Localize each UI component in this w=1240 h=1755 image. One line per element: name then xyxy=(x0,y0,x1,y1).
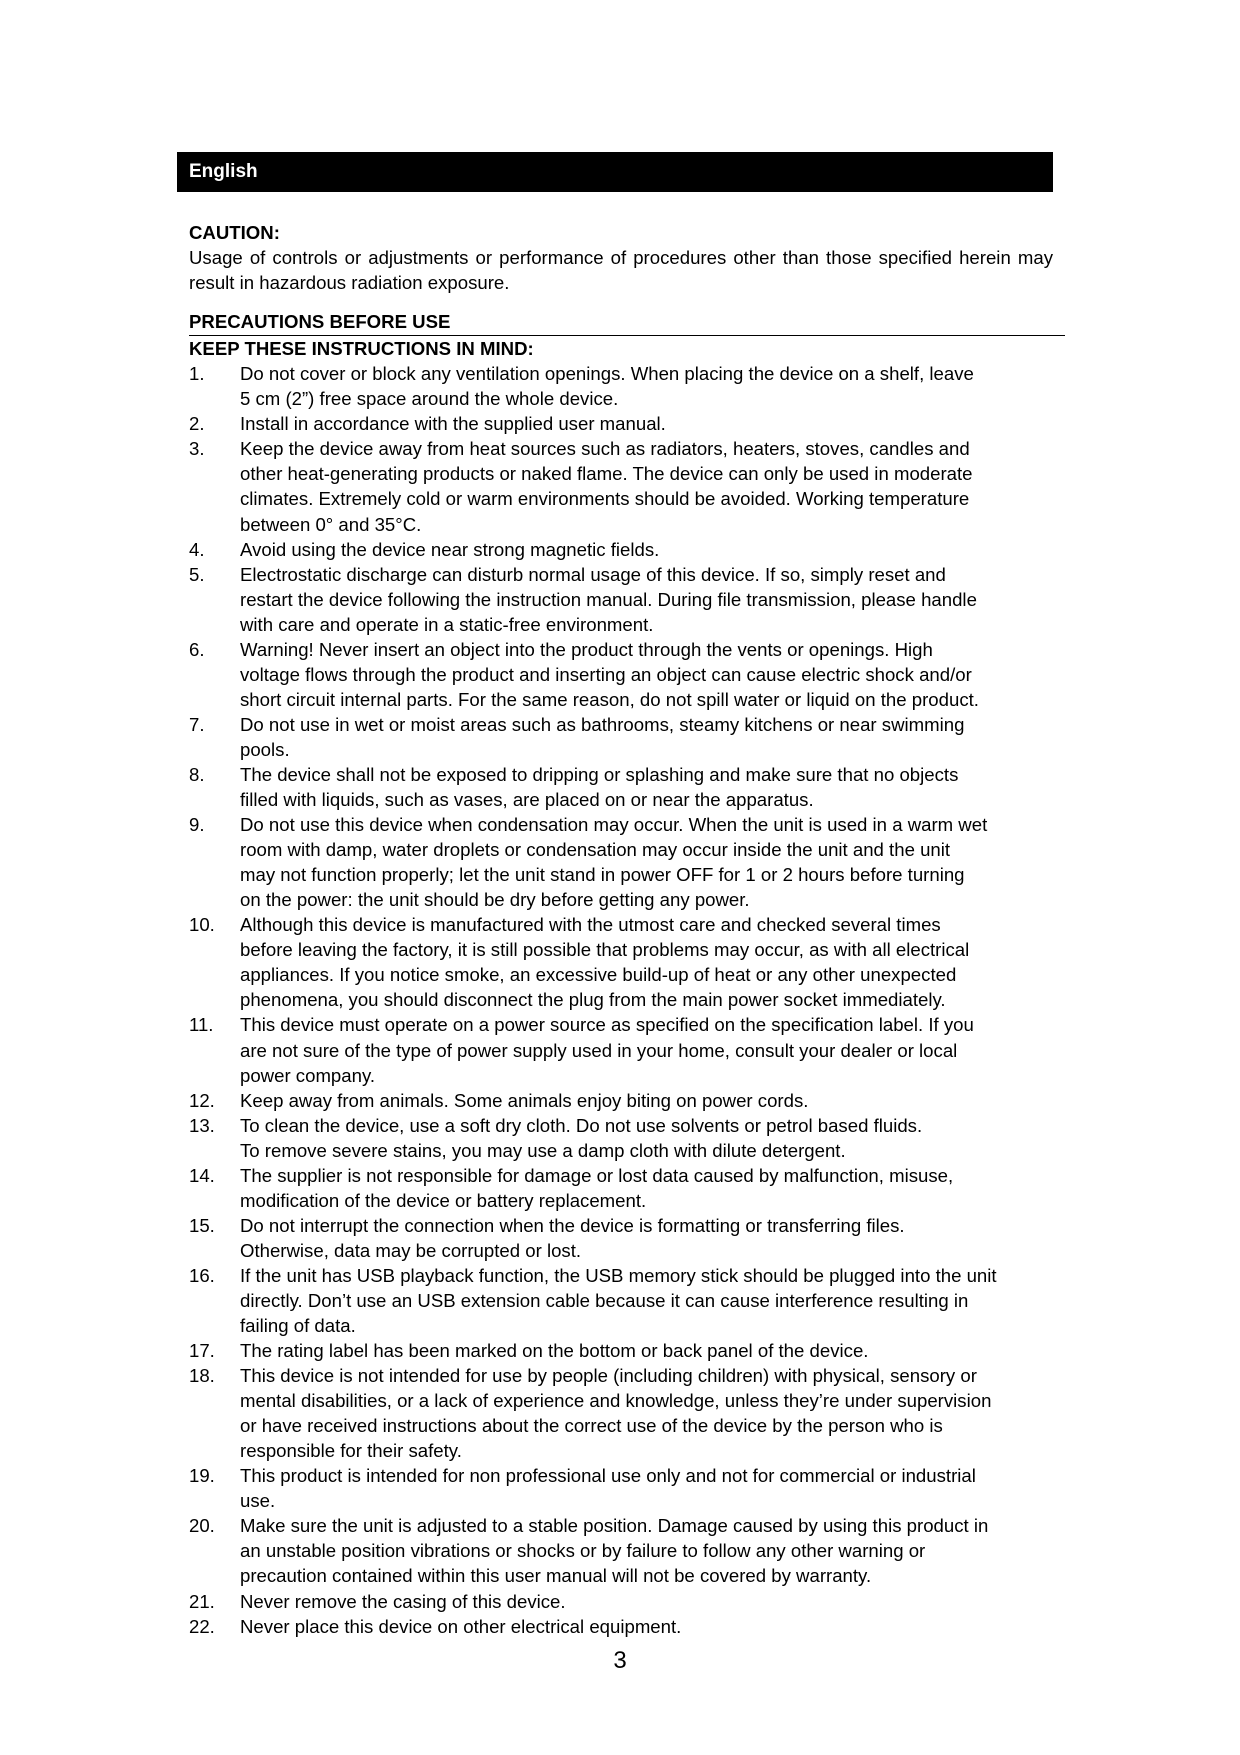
list-item-text xyxy=(240,562,1053,637)
precautions-title: PRECAUTIONS BEFORE USE xyxy=(189,309,1065,336)
list-item-text xyxy=(240,1463,1053,1513)
list-item xyxy=(189,1363,1053,1463)
list-item-line: are not sure of the type of power supply used in your home, consult your dealer or local xyxy=(240,1039,958,1061)
list-item-line: precaution contained within this user manual will not be covered by warranty. xyxy=(240,1565,872,1587)
list-item-number: 14. xyxy=(189,1164,215,1186)
list-item-line: This device must operate on a power source as specified on the specification label. If you xyxy=(240,1014,974,1036)
list-item-text xyxy=(240,1088,1053,1113)
list-item-line: power company. xyxy=(240,1064,376,1086)
list-item-line: failing of data. xyxy=(240,1315,356,1337)
list-item-text xyxy=(240,1163,1053,1213)
list-item-number: 22. xyxy=(189,1615,215,1637)
list-item-line: directly. Don’t use an USB extension cable because it can cause interference resulting in xyxy=(240,1289,969,1311)
list-item-line: may not function properly; let the unit stand in power OFF for 1 or 2 hours before turning xyxy=(240,864,965,886)
list-item-text xyxy=(240,1012,1053,1087)
list-item-number: 13. xyxy=(189,1114,215,1136)
list-item-line: an unstable position vibrations or shocks or by failure to follow any other warning or xyxy=(240,1540,926,1562)
list-item xyxy=(189,1163,1053,1213)
list-item-line: modification of the device or battery replacement. xyxy=(240,1189,647,1211)
list-item-line: responsible for their safety. xyxy=(240,1440,462,1462)
list-item-number: 12. xyxy=(189,1089,215,1111)
list-item-line: 5 cm (2”) free space around the whole device. xyxy=(240,388,619,410)
list-item-text xyxy=(240,912,1053,1012)
list-item-number: 19. xyxy=(189,1465,215,1487)
list-item-number: 6. xyxy=(189,638,205,660)
list-item xyxy=(189,1263,1053,1338)
list-item xyxy=(189,1463,1053,1513)
list-item-line: Do not interrupt the connection when the device is formatting or transferring files. xyxy=(240,1214,905,1236)
list-item-line: Never remove the casing of this device. xyxy=(240,1590,566,1612)
list-item-line: use. xyxy=(240,1490,276,1512)
caution-text: Usage of controls or adjustments or performance of procedures other than those specified herein may result in hazardous radiation exposure. xyxy=(189,247,1053,294)
list-item-line: restart the device following the instruction manual. During file transmission, please handle xyxy=(240,588,977,610)
list-item-line: If the unit has USB playback function, the USB memory stick should be plugged into the unit xyxy=(240,1264,997,1286)
list-item-line: Do not cover or block any ventilation openings. When placing the device on a shelf, leave xyxy=(240,363,974,385)
list-item-line: To remove severe stains, you may use a damp cloth with dilute detergent. xyxy=(240,1139,846,1161)
list-item-number: 15. xyxy=(189,1214,215,1236)
list-item xyxy=(189,712,1053,762)
list-item xyxy=(189,637,1053,712)
list-item-number: 1. xyxy=(189,363,205,385)
list-item-line: Although this device is manufactured with the utmost care and checked several times xyxy=(240,914,941,936)
list-item-line: Warning! Never insert an object into the product through the vents or openings. High xyxy=(240,638,933,660)
list-item-line: The device shall not be exposed to dripping or splashing and make sure that no objects xyxy=(240,763,959,785)
list-item-text xyxy=(240,637,1053,712)
list-item-line: The rating label has been marked on the bottom or back panel of the device. xyxy=(240,1340,869,1362)
list-item-text xyxy=(240,436,1053,536)
precautions-list xyxy=(189,361,1053,1638)
list-item-line: or have received instructions about the correct use of the device by the person who is xyxy=(240,1415,943,1437)
list-item xyxy=(189,537,1053,562)
list-item-line: Avoid using the device near strong magnetic fields. xyxy=(240,538,660,560)
list-item-line: Make sure the unit is adjusted to a stable position. Damage caused by using this product in xyxy=(240,1515,989,1537)
list-item xyxy=(189,1012,1053,1087)
list-item-line: between 0° and 35°C. xyxy=(240,513,422,535)
list-item-text xyxy=(240,537,1053,562)
list-item-text xyxy=(240,1614,1053,1639)
list-item-number: 7. xyxy=(189,713,205,735)
list-item xyxy=(189,1614,1053,1639)
list-item xyxy=(189,436,1053,536)
list-item xyxy=(189,1113,1053,1163)
list-item-text xyxy=(240,361,1053,411)
list-item-text xyxy=(240,1213,1053,1263)
list-item-number: 20. xyxy=(189,1515,215,1537)
list-item-line: room with damp, water droplets or condensation may occur inside the unit and the unit xyxy=(240,839,951,861)
list-item-number: 8. xyxy=(189,763,205,785)
list-item-line: voltage flows through the product and inserting an object can cause electric shock and/or xyxy=(240,663,972,685)
list-item xyxy=(189,1513,1053,1588)
list-item-line: Otherwise, data may be corrupted or lost. xyxy=(240,1239,582,1261)
list-item-line: on the power: the unit should be dry before getting any power. xyxy=(240,889,750,911)
list-item-text xyxy=(240,762,1053,812)
list-item-line: Electrostatic discharge can disturb normal usage of this device. If so, simply reset and xyxy=(240,563,946,585)
list-item-text xyxy=(240,1338,1053,1363)
list-item-line: This device is not intended for use by people (including children) with physical, sensory or xyxy=(240,1365,977,1387)
list-item-text xyxy=(240,411,1053,436)
list-item-line: Keep away from animals. Some animals enjoy biting on power cords. xyxy=(240,1089,809,1111)
caution-title: CAUTION: xyxy=(189,222,280,243)
list-item-line: before leaving the factory, it is still possible that problems may occur, as with all electrical xyxy=(240,939,970,961)
list-item xyxy=(189,562,1053,637)
keep-instructions-title: KEEP THESE INSTRUCTIONS IN MIND: xyxy=(189,338,534,360)
list-item-text xyxy=(240,1263,1053,1338)
list-item-number: 9. xyxy=(189,814,205,836)
list-item xyxy=(189,411,1053,436)
list-item-line: filled with liquids, such as vases, are placed on or near the apparatus. xyxy=(240,789,814,811)
list-item-number: 10. xyxy=(189,914,215,936)
list-item-line: The supplier is not responsible for damage or lost data caused by malfunction, misuse, xyxy=(240,1164,954,1186)
list-item-line: climates. Extremely cold or warm environments should be avoided. Working temperature xyxy=(240,488,970,510)
list-item-text xyxy=(240,712,1053,762)
list-item-line: phenomena, you should disconnect the plug from the main power socket immediately. xyxy=(240,989,946,1011)
list-item xyxy=(189,1213,1053,1263)
page-number: 3 xyxy=(613,1647,627,1674)
list-item-line: This product is intended for non professional use only and not for commercial or industrial xyxy=(240,1465,976,1487)
list-item-number: 18. xyxy=(189,1365,215,1387)
list-item xyxy=(189,1088,1053,1113)
list-item-text xyxy=(240,1513,1053,1588)
list-item-line: Keep the device away from heat sources such as radiators, heaters, stoves, candles and xyxy=(240,438,970,460)
list-item-text xyxy=(240,1113,1053,1163)
list-item xyxy=(189,762,1053,812)
list-item-number: 3. xyxy=(189,438,205,460)
list-item-text xyxy=(240,1363,1053,1463)
list-item xyxy=(189,361,1053,411)
list-item xyxy=(189,812,1053,912)
list-item xyxy=(189,1338,1053,1363)
list-item-number: 17. xyxy=(189,1340,215,1362)
list-item-line: Do not use in wet or moist areas such as bathrooms, steamy kitchens or near swimming xyxy=(240,713,965,735)
list-item-number: 11. xyxy=(189,1014,214,1036)
list-item-line: appliances. If you notice smoke, an excessive build-up of heat or any other unexpected xyxy=(240,964,957,986)
list-item-line: with care and operate in a static-free environment. xyxy=(240,613,654,635)
list-item xyxy=(189,1589,1053,1614)
list-item-text xyxy=(240,812,1053,912)
list-item-line: mental disabilities, or a lack of experience and knowledge, unless they’re under supervision xyxy=(240,1390,992,1412)
list-item xyxy=(189,912,1053,1012)
list-item-number: 2. xyxy=(189,413,205,435)
list-item-text xyxy=(240,1589,1053,1614)
list-item-number: 4. xyxy=(189,538,205,560)
list-item-line: short circuit internal parts. For the same reason, do not spill water or liquid on the product. xyxy=(240,688,979,710)
list-item-line: To clean the device, use a soft dry cloth. Do not use solvents or petrol based fluids. xyxy=(240,1114,923,1136)
list-item-line: Do not use this device when condensation may occur. When the unit is used in a warm wet xyxy=(240,814,988,836)
list-item-line: other heat-generating products or naked flame. The device can only be used in moderate xyxy=(240,463,973,485)
list-item-number: 5. xyxy=(189,563,205,585)
list-item-number: 16. xyxy=(189,1264,215,1286)
list-item-number: 21. xyxy=(189,1590,215,1612)
language-header: English xyxy=(177,152,1053,192)
manual-content xyxy=(189,220,1053,1639)
list-item-line: Install in accordance with the supplied user manual. xyxy=(240,413,666,435)
list-item-line: pools. xyxy=(240,738,290,760)
list-item-line: Never place this device on other electrical equipment. xyxy=(240,1615,682,1637)
